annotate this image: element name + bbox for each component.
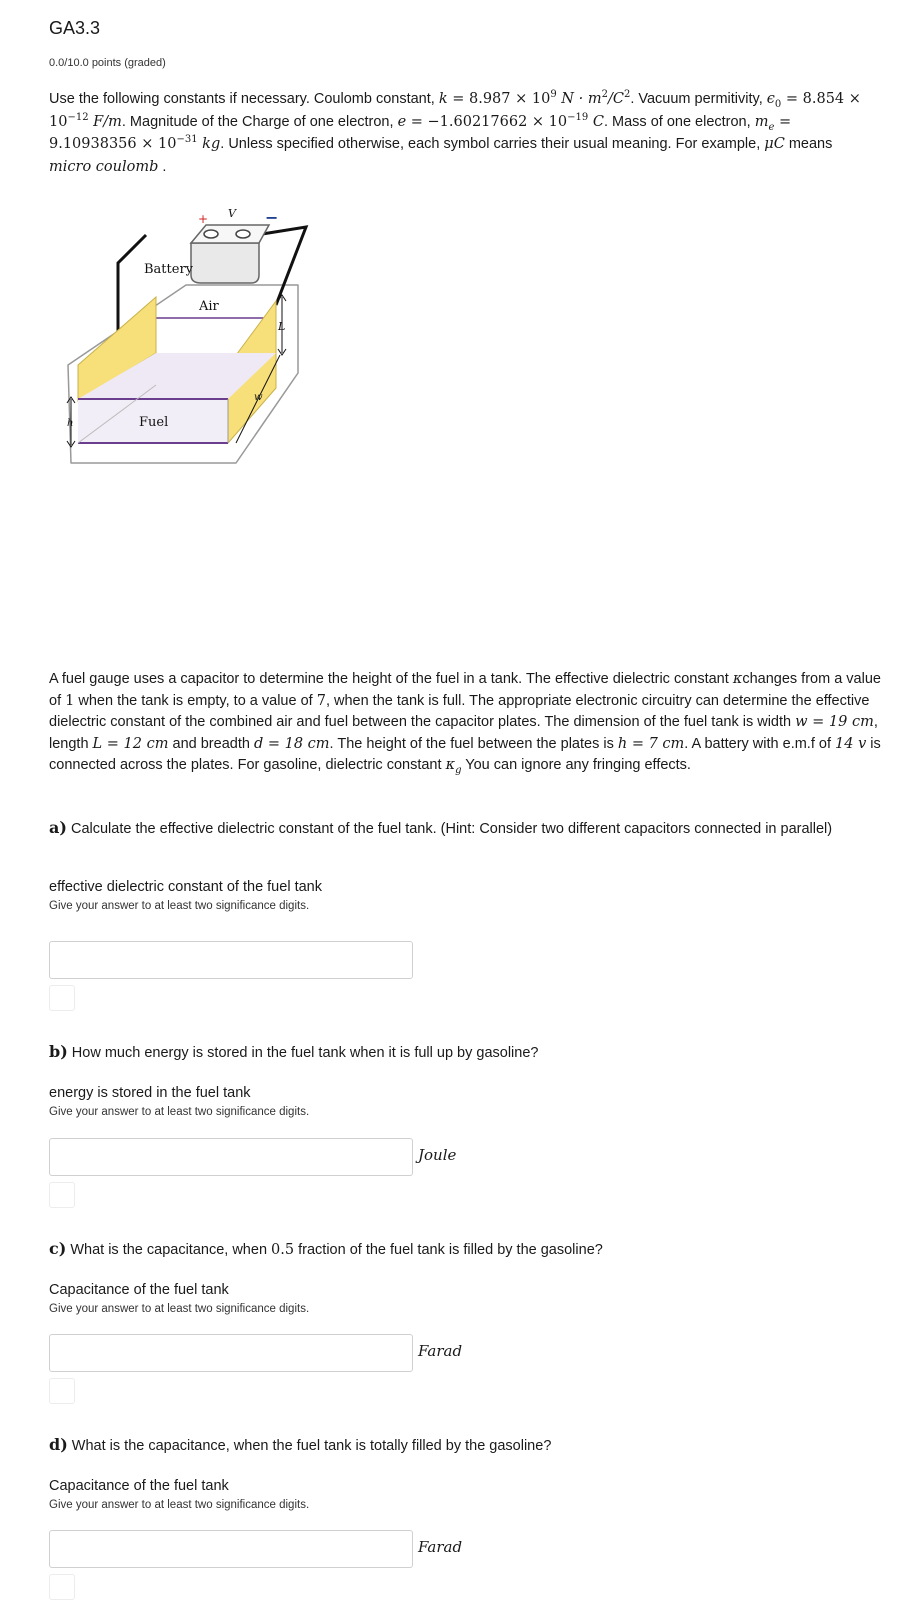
question-d-title: d) What is the capacitance, when the fuel tank is totally filled by the gasoline? <box>49 1435 552 1454</box>
points-status: 0.0/10.0 points (graded) <box>49 57 166 69</box>
question-d-unit: Farad <box>418 1538 463 1556</box>
question-a-field-label: effective dielectric constant of the fuel tank <box>49 879 322 895</box>
question-b-hint: Give your answer to at least two significance digits. <box>49 1106 310 1118</box>
question-a-hint: Give your answer to at least two significance digits. <box>49 900 310 912</box>
question-b-answer-input[interactable] <box>49 1138 413 1176</box>
question-c-hint: Give your answer to at least two significance digits. <box>49 1303 310 1315</box>
fuel-tank-diagram <box>56 205 316 475</box>
problem-statement: A fuel gauge uses a capacitor to determine the height of the fuel in a tank. The effective dielectric constant κchanges from a value of 1 when the tank is empty, to a value of 7, when the tank is full. The appropriate electronic circuitry can determine the effective dielectric constant of the combined air and fuel between the capacitor plates. The dimension of the fuel tank is width w = 19 cm, length L = 12 cm and breadth d = 18 cm. The height of the fuel between the plates is h = 7 cm. A battery with e.m.f of 14 v is connected across the plates. For gasoline, dielectric constant $\kappa_g$ You can ignore any fringing effects. <box>49 671 881 776</box>
constants-paragraph: Use the following constants if necessary. Coulomb constant, $k = 8.987 \times 10^9$ $N \cdot m^2/C^2$. Vacuum permitivity, $\epsilon_0 = 8.854 \times 10^{-12}$ F/m. Magnitude of the Charge of one electron, $e = -1.60217662 \times 10^{-19}$ C. Mass of one electron, $m_e = 9.10938356 \times 10^{-31}$ kg. Unless specified otherwise, each symbol carries their usual meaning. For example, μC means micro coulomb . <box>49 89 861 175</box>
question-a-answer-input[interactable] <box>49 941 413 979</box>
battery-top <box>191 225 269 243</box>
question-d-status-box <box>49 1574 75 1600</box>
voltage-label: V <box>228 207 236 220</box>
question-c-field-label: Capacitance of the fuel tank <box>49 1282 229 1298</box>
battery-terminal-plus <box>204 230 218 238</box>
question-d-hint: Give your answer to at least two significance digits. <box>49 1499 310 1511</box>
question-b-status-box <box>49 1182 75 1208</box>
battery-body <box>191 243 259 283</box>
question-b-unit: Joule <box>418 1146 457 1164</box>
question-c-status-box <box>49 1378 75 1404</box>
question-c-unit: Farad <box>418 1342 463 1360</box>
battery-terminal-minus <box>236 230 250 238</box>
page-title: GA3.3 <box>49 18 101 38</box>
question-b-field-label: energy is stored in the fuel tank <box>49 1085 251 1101</box>
question-c-title: c) What is the capacitance, when 0.5 fraction of the fuel tank is filled by the gasoline? <box>49 1239 603 1258</box>
question-b-title: b) How much energy is stored in the fuel tank when it is full up by gasoline? <box>49 1042 539 1061</box>
w-label: w <box>254 392 263 403</box>
h-label: h <box>67 418 74 429</box>
question-a-status-box <box>49 985 75 1011</box>
plus-label: + <box>198 212 209 226</box>
question-c-answer-input[interactable] <box>49 1334 413 1372</box>
question-d-answer-input[interactable] <box>49 1530 413 1568</box>
L-label: L <box>278 320 286 333</box>
battery-label: Battery <box>144 262 194 277</box>
fuel-label: Fuel <box>139 415 169 430</box>
minus-label: − <box>265 208 279 227</box>
question-d-field-label: Capacitance of the fuel tank <box>49 1478 229 1494</box>
air-label: Air <box>199 299 219 314</box>
question-a-title: a) Calculate the effective dielectric constant of the fuel tank. (Hint: Consider two different capacitors connected in parallel) <box>49 818 833 837</box>
